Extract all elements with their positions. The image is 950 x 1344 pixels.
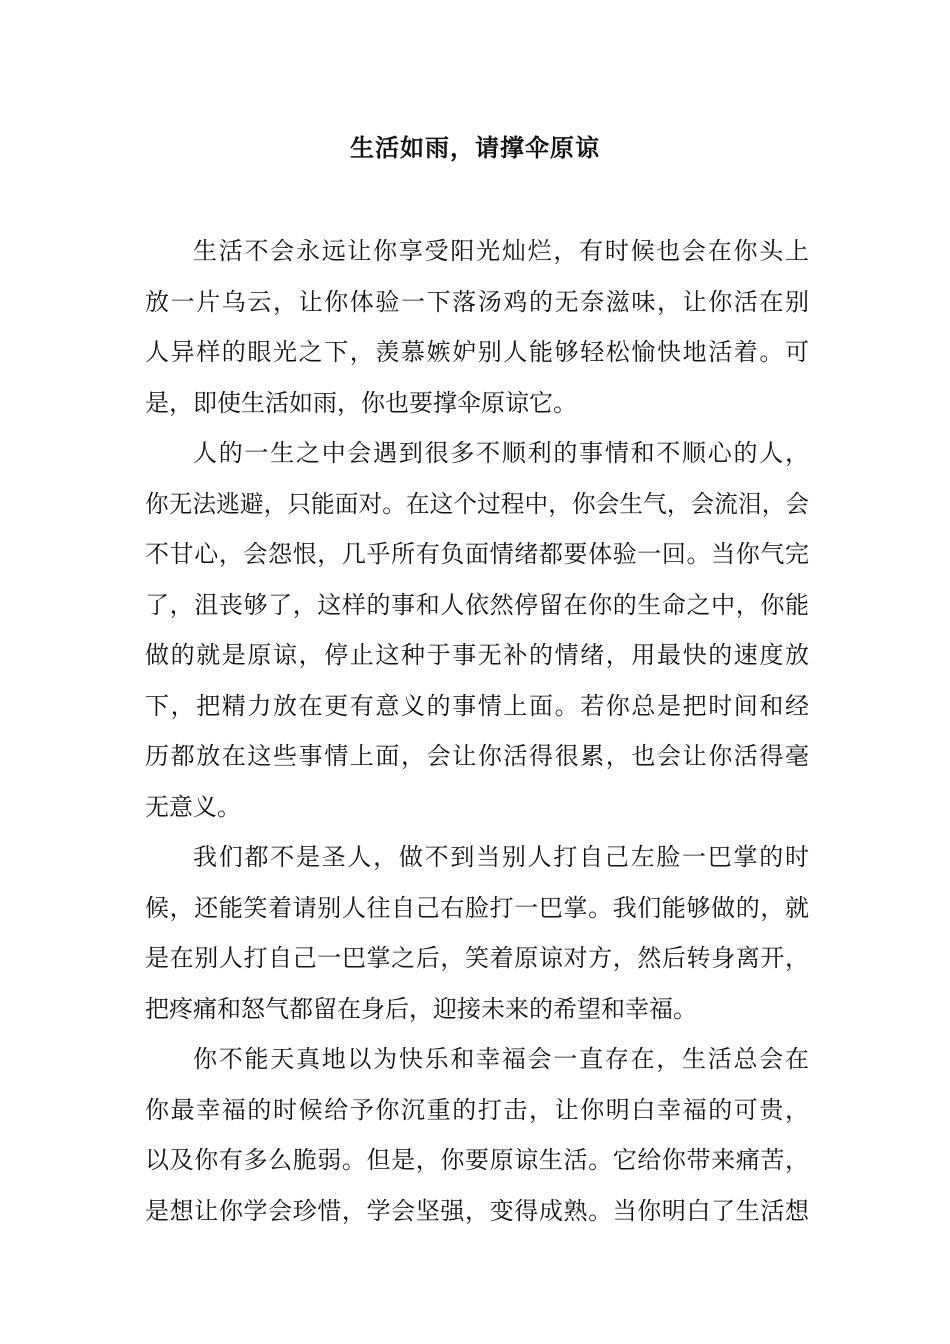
text-line: 下，把精力放在更有意义的事情上面。若你总是把时间和经 (145, 691, 809, 720)
document-title: 生活如雨，请撑伞原谅 (350, 134, 600, 162)
paragraph-3 (145, 832, 809, 1034)
text-line: 生活不会永远让你享受阳光灿烂，有时候也会在你头上 (193, 237, 809, 265)
text-line: 我们都不是圣人，做不到当别人打自己左脸一巴掌的时 (193, 843, 809, 871)
text-line: 放一片乌云，让你体验一下落汤鸡的无奈滋味，让你活在别 (145, 287, 809, 316)
document-body (145, 226, 809, 1236)
text-line: 把疼痛和怒气都留在身后，迎接未来的希望和幸福。 (145, 994, 697, 1023)
text-line: 不甘心，会怨恨，几乎所有负面情绪都要体验一回。当你气完 (145, 540, 809, 568)
text-line: 是想让你学会珍惜，学会坚强，变得成熟。当你明白了生活想 (145, 1196, 809, 1225)
paragraph-4 (145, 1034, 809, 1236)
text-line: 人异样的眼光之下，羡慕嫉妒别人能够轻松愉快地活着。可 (145, 338, 809, 366)
text-line: 你最幸福的时候给予你沉重的打击，让你明白幸福的可贵， (145, 1095, 809, 1124)
text-line: 是在别人打自己一巴掌之后，笑着原谅对方，然后转身离开， (145, 944, 809, 972)
text-line: 人的一生之中会遇到很多不顺利的事情和不顺心的人， (193, 439, 809, 467)
text-line: 了，沮丧够了，这样的事和人依然停留在你的生命之中，你能 (145, 590, 809, 619)
text-line: 你无法逃避，只能面对。在这个过程中，你会生气，会流泪，会 (145, 489, 809, 518)
text-line: 以及你有多么脆弱。但是，你要原谅生活。它给你带来痛苦， (145, 1146, 809, 1174)
text-line: 你不能天真地以为快乐和幸福会一直存在，生活总会在 (193, 1045, 809, 1073)
paragraph-2 (145, 428, 809, 832)
text-line: 是，即使生活如雨，你也要撑伞原谅它。 (145, 388, 577, 417)
text-line: 候，还能笑着请别人往自己右脸打一巴掌。我们能够做的，就 (145, 893, 809, 922)
paragraph-1 (145, 226, 809, 428)
text-line: 无意义。 (145, 792, 241, 821)
text-line: 历都放在这些事情上面，会让你活得很累，也会让你活得毫 (145, 742, 809, 770)
text-line: 做的就是原谅，停止这种于事无补的情绪，用最快的速度放 (145, 641, 809, 669)
